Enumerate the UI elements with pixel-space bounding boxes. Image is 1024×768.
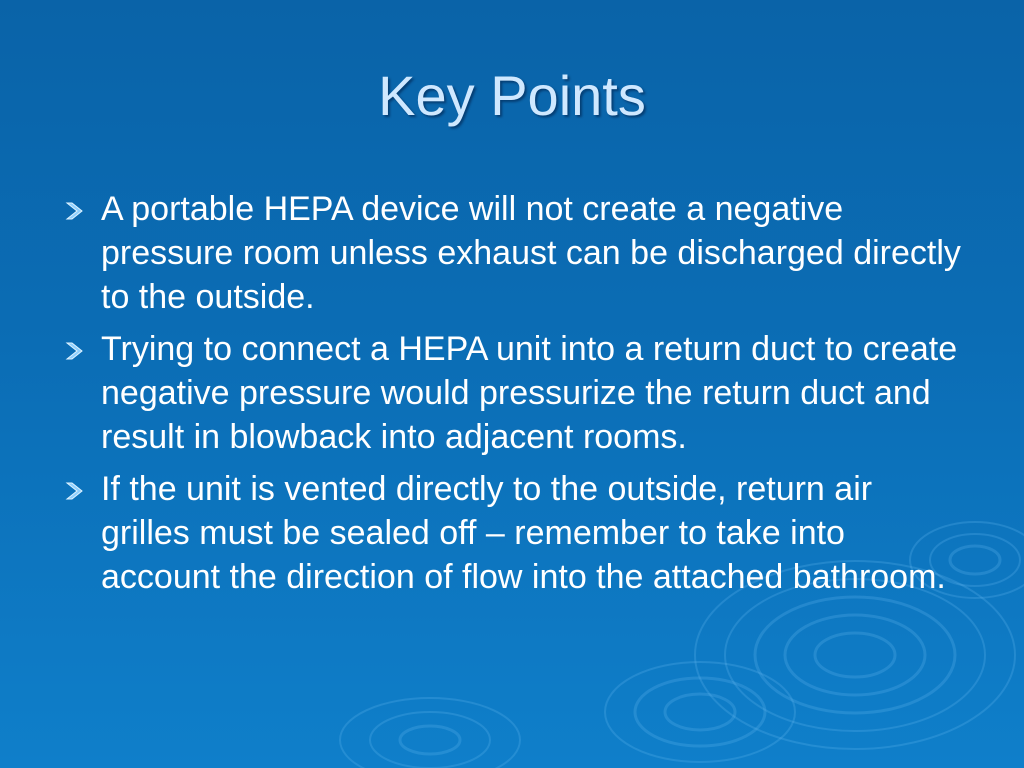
bullet-text: A portable HEPA device will not create a negative pressure room unless exhaust can be discharged directly to the outside.	[101, 190, 961, 316]
bullet-text: If the unit is vented directly to the outside, return air grilles must be sealed off – remember to take into account the direction of flow into the attached bathroom.	[101, 470, 946, 596]
bullet-item	[64, 467, 969, 599]
bullet-item	[64, 327, 969, 459]
chevron-right-icon	[64, 481, 86, 501]
bullet-item	[64, 187, 969, 319]
chevron-right-icon	[64, 341, 86, 361]
slide-title: Key Points	[378, 64, 646, 127]
bullet-list	[64, 187, 969, 607]
chevron-right-icon	[64, 201, 86, 221]
bullet-text: Trying to connect a HEPA unit into a return duct to create negative pressure would pressurize the return duct and result in blowback into adjacent rooms.	[101, 330, 958, 456]
